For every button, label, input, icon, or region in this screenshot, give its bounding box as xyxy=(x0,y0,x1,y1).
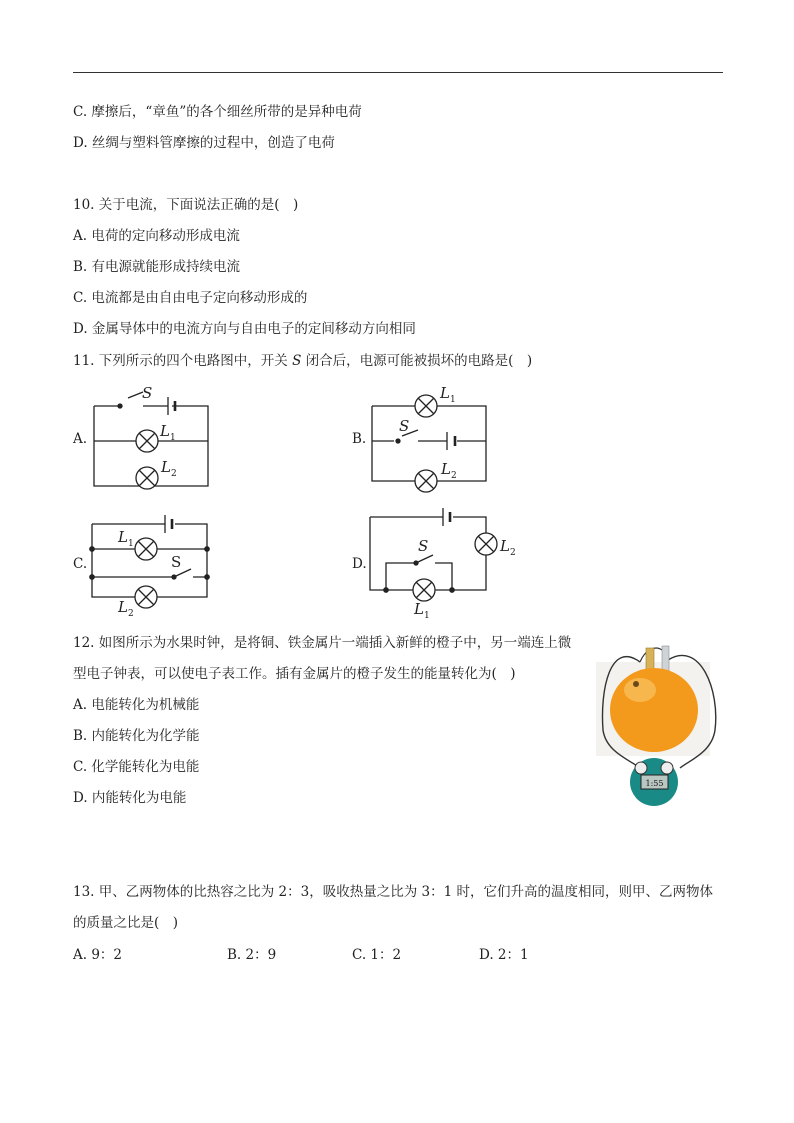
lamp-letter: L xyxy=(118,528,128,546)
circuit-d-l2-label xyxy=(499,537,516,558)
circuit-c-l2-label xyxy=(117,598,134,619)
q12-option-c: C. 化学能转化为电能 xyxy=(73,759,200,775)
lamp-sub: 1 xyxy=(449,395,456,405)
q12-stem-line1: 12. 如图所示为水果时钟，是将铜、铁金属片一端插入新鲜的橙子中，另一端连上微 xyxy=(73,635,572,651)
circuit-b-l2-label xyxy=(440,460,457,481)
q13-stem-line1: 13. 甲、乙两物体的比热容之比为 2：3，吸收热量之比为 3：1 时，它们升高的温度相同，则甲、乙两物体 xyxy=(73,884,713,900)
circuit-b-l1-label xyxy=(439,384,456,405)
q13-option-c: C. 1：2 xyxy=(352,947,402,963)
q10-option-b: B. 有电源就能形成持续电流 xyxy=(73,259,241,275)
q10-stem: 10. 关于电流，下面说法正确的是( ) xyxy=(73,197,299,213)
q12-option-d: D. 内能转化为电能 xyxy=(73,790,187,806)
clock-display: 1:55 xyxy=(645,779,664,788)
circuit-d xyxy=(370,508,497,601)
circuit-a-switch-label: S xyxy=(142,384,153,402)
lamp-sub: 1 xyxy=(127,539,134,549)
fruit-clock-image xyxy=(596,646,716,806)
lamp-letter: L xyxy=(441,460,451,478)
circuit-d-l1-label xyxy=(413,600,430,621)
q9-option-d: D. 丝绸与塑料管摩擦的过程中，创造了电荷 xyxy=(73,135,335,151)
circuit-b-switch-label: S xyxy=(399,417,410,435)
q11-stem-post: 闭合后，电源可能被损坏的电路是( ) xyxy=(301,353,533,369)
circuit-a-l2-label xyxy=(160,458,177,479)
circuit-d-label: D. xyxy=(352,556,367,572)
lamp-sub: 2 xyxy=(450,471,457,481)
q12-stem-line2: 型电子钟表，可以使电子表工作。插有金属片的橙子发生的能量转化为( ) xyxy=(73,666,516,682)
lamp-letter: L xyxy=(160,422,170,440)
circuit-a-l1-label xyxy=(159,422,176,443)
lamp-letter: L xyxy=(500,537,510,555)
q10-option-c: C. 电流都是由自由电子定向移动形成的 xyxy=(73,290,308,306)
lamp-letter: L xyxy=(414,600,424,618)
lamp-letter: L xyxy=(440,384,450,402)
circuit-c xyxy=(90,515,209,608)
q13-option-b: B. 2：9 xyxy=(227,947,277,963)
lamp-sub: 2 xyxy=(509,548,516,558)
q13-option-a: A. 9：2 xyxy=(73,947,123,963)
circuit-d-switch-label: S xyxy=(418,537,429,555)
circuit-c-label: C. xyxy=(73,556,88,572)
lamp-letter: L xyxy=(161,458,171,476)
q11-stem-var: S xyxy=(292,353,302,369)
lamp-sub: 1 xyxy=(423,611,430,621)
circuit-c-l1-label xyxy=(117,528,134,549)
q12-option-b: B. 内能转化为化学能 xyxy=(73,728,200,744)
q12-option-a: A. 电能转化为机械能 xyxy=(73,697,200,713)
lamp-sub: 2 xyxy=(127,609,134,619)
lamp-sub: 2 xyxy=(170,469,177,479)
circuit-c-switch-label: S xyxy=(171,553,182,571)
circuit-a-label: A. xyxy=(73,431,88,447)
lamp-letter: L xyxy=(118,598,128,616)
q13-option-d: D. 2：1 xyxy=(479,947,529,963)
q10-option-a: A. 电荷的定向移动形成电流 xyxy=(73,228,240,244)
circuit-b xyxy=(372,395,486,492)
q10-option-d: D. 金属导体中的电流方向与自由电子的定间移动方向相同 xyxy=(73,321,416,337)
lamp-sub: 1 xyxy=(169,433,176,443)
q13-stem-line2: 的质量之比是( ) xyxy=(73,915,179,931)
circuit-b-label: B. xyxy=(352,431,367,447)
q9-option-c: C. 摩擦后，“章鱼”的各个细丝所带的是异种电荷 xyxy=(73,104,362,120)
circuit-a xyxy=(94,392,208,489)
q11-stem-pre: 11. 下列所示的四个电路图中，开关 xyxy=(73,353,293,369)
